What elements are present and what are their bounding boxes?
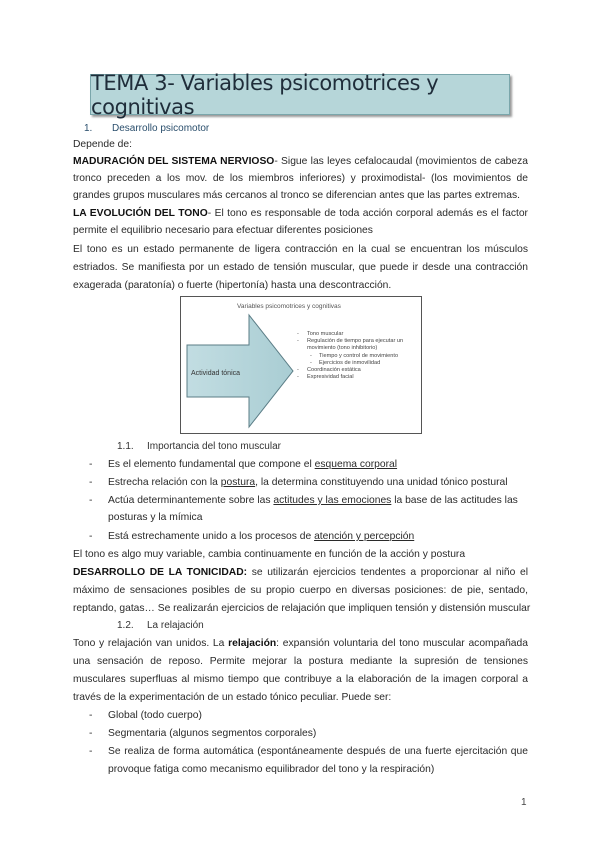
page-title: TEMA 3- Variables psicomotrices y cognitivas: [91, 70, 439, 119]
arrow-label: Actividad tónica: [191, 370, 241, 377]
tonicidad-line-3: reptando, gatas… Se realizarán ejercicios de relajación que impliquen tensión y distensión muscular: [73, 603, 531, 614]
relajacion-line-3: musculares superfluas al mismo tiempo que contribuye a la elaboración de la imagen corporal a: [73, 674, 528, 685]
maduracion-line-1: MADURACIÓN DEL SISTEMA NERVIOSO- Sigue las leyes cefalocaudal (movimientos de cabeza: [73, 156, 528, 167]
title-banner: [90, 70, 510, 119]
bullet-item: Se realiza de forma automática (espontáneamente después de una fuerte ejercitación que: [108, 746, 528, 757]
diagram-list: [297, 331, 417, 381]
evolucion-line-2: permite el equilibrio necesario para efectuar diferentes posiciones: [73, 225, 373, 236]
relajacion-line-4: través de la experimentación de un estado tónico peculiar. Puede ser:: [73, 692, 392, 703]
diagram-item: - Regulación de tiempo para ejecutar un movimiento (tono inhibitorio): [297, 338, 417, 352]
diagram-item: - Coordinación estática: [297, 367, 417, 374]
tono-variable-text: El tono es algo muy variable, cambia continuamente en función de la acción y postura: [73, 549, 466, 560]
bullet-item: Estrecha relación con la postura, la determina constituyendo una unidad tónico postural: [108, 477, 508, 488]
evolucion-line-1: LA EVOLUCIÓN DEL TONO- El tono es responsable de toda acción corporal además es el factor: [73, 208, 528, 219]
tono-paragraph-line-1: El tono es un estado permanente de ligera contracción en la cual se encuentran los músculos: [73, 244, 528, 255]
tonicidad-line-2: máximo de sensaciones posibles de su propio cuerpo en diversas posiciones: de pie, sentado,: [73, 585, 528, 596]
bullet-item: Está estrechamente unido a los procesos de atención y percepción: [108, 531, 415, 542]
maduracion-line-3: grandes grupos musculares más cercanos al tronco se diferencian antes que las partes extremas.: [73, 190, 520, 201]
bullet-item-continued: provoque fatiga como mecanismo equilibrador del tono y la respiración): [108, 764, 435, 775]
diagram-title: Variables psicomotrices y cognitivas: [237, 303, 341, 310]
tono-paragraph-line-3: exagerada (paratonía) o fuerte (hipertonía) hasta una descontracción.: [73, 280, 392, 291]
bullet-item: Global (todo cuerpo): [108, 710, 202, 721]
tono-diagram: [180, 296, 422, 434]
diagram-item: - Expresividad facial: [297, 374, 417, 381]
tonicidad-line-1: DESARROLLO DE LA TONICIDAD: se utilizarán ejercicios tendentes a proporcionar al niño el: [73, 567, 528, 578]
relajacion-line-2: una sensación de reposo. Permite mejorar la postura mediante la supresión de tensiones: [73, 656, 528, 667]
maduracion-line-2: tronco preceden a los mov. de los miembros inferiores) y proximodistal- (los movimientos de: [73, 173, 528, 184]
document-page: TEMA 3- Variables psicomotrices y cognitivas 1. Desarrollo psicomotor Depende de: MADURACIÓN DEL SISTEMA NERVIOSO- Sigue las leyes cefalocaudal (movimientos de cabeza tronco preceden a los mov. de los miembros inferiores) y proximodistal- (los movimientos de grandes grupos musculares más cercanos al tronco se diferencian antes que las partes extremas. LA EVOLUCIÓN DEL TONO- El tono es responsable de toda acción corporal además es el factor permite el equilibrio necesario para efectuar diferentes posiciones El tono es un estado permanente de ligera contracción en la cual se encuentran los músculos estriados. Se manifiesta por un estado de tensión muscular, que puede ir desde una contracción exagerada (paratonía) o fuerte (hipertonía) hasta una descontracción. Variables psicomotrices y cognitivas Actividad tónica - Tono muscular - Regulación de tiempo para ejecutar un movimiento (tono inhibitorio) - Tiempo y control de movimiento - Ejercicios de inmovilidad - Coordinación estática - Expresividad facial 1.1. Importancia del tono muscular - Es el elemento fundamental que compone el esquema corporal - Estrecha relación con la postura, la determina constituyendo una unidad tónico postural - Actúa determinantemente sobre las actitudes y las emociones la base de las actitudes las posturas y la mímica - Está estrechamente unido a los procesos de atención y percepción El tono es algo muy variable, cambia continuamente en función de la acción y postura DESARROLLO DE LA TONICIDAD: se utilizarán ejercicios tendentes a proporcionar al niño el máximo de sensaciones posibles de su propio cuerpo en diversas posiciones: de pie, sentado, reptando, gatas… Se realizarán ejercicios de relajación que impliquen tensión y distensión muscular 1.2. La relajación Tono y relajación van unidos. La relajación: expansión voluntaria del tono muscular acompañada una sensación de reposo. Permite mejorar la postura mediante la supresión de tensiones musculares superfluas al mismo tiempo que contribuye a la elaboración de la imagen corporal a través de la experimentación de un estado tónico peculiar. Puede ser: - Global (todo cuerpo) - Segmentaria (algunos segmentos corporales) - Se realiza de forma automática (espontáneamente después de una fuerte ejercitación que provoque fatiga como mecanismo equilibrador del tono y la respiración) 1: [0, 0, 600, 848]
depende-text: Depende de:: [73, 139, 132, 150]
relajacion-line-1: Tono y relajación van unidos. La relajación: expansión voluntaria del tono muscular acompañada: [73, 638, 528, 649]
page-number: 1: [521, 797, 527, 808]
bullet-item-continued: posturas y la mímica: [108, 512, 203, 523]
section-heading-1-1: 1.1. Importancia del tono muscular: [117, 441, 281, 452]
tono-paragraph-line-2: estriados. Se manifiesta por un estado de tensión muscular, que puede ir desde una contracción: [73, 262, 528, 273]
section-heading-1: 1. Desarrollo psicomotor: [84, 123, 210, 134]
diagram-item: - Tono muscular: [297, 331, 417, 338]
diagram-subitem: - Ejercicios de inmovilidad: [297, 360, 417, 367]
diagram-subitem: - Tiempo y control de movimiento: [297, 353, 417, 360]
bullet-item: Segmentaria (algunos segmentos corporales): [108, 728, 317, 739]
bullet-item: Actúa determinantemente sobre las actitudes y las emociones la base de las actitudes las: [108, 495, 518, 506]
bullet-item: Es el elemento fundamental que compone el esquema corporal: [108, 459, 398, 470]
section-heading-1-2: 1.2. La relajación: [117, 620, 204, 631]
